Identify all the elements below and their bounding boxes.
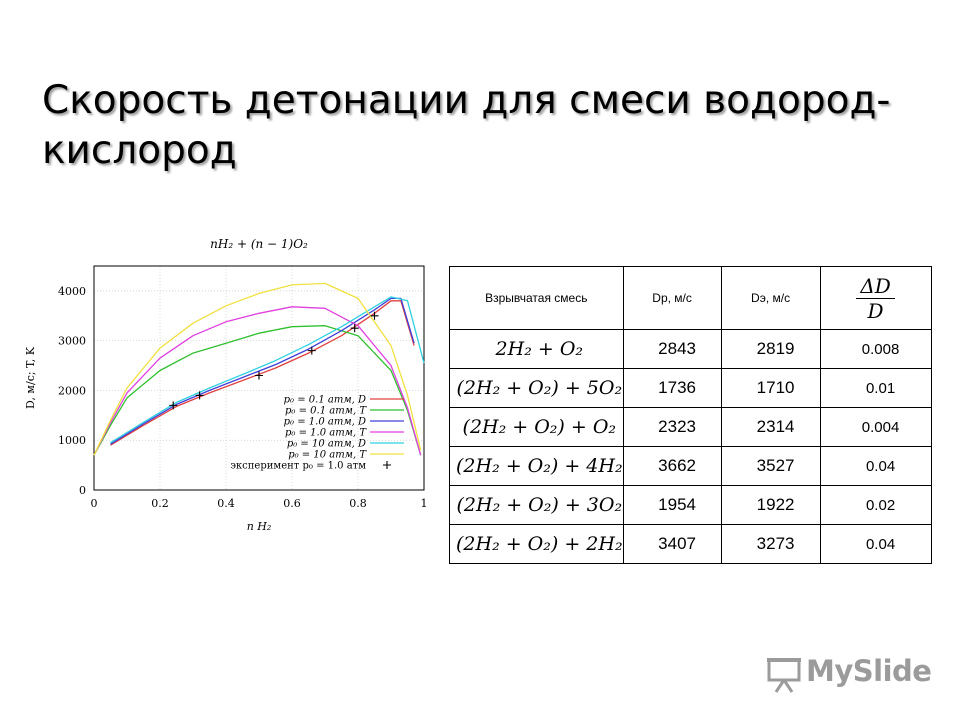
- de-cell: 3273: [721, 525, 820, 564]
- legend-swatch: [383, 461, 391, 469]
- table-row: [450, 525, 932, 564]
- table-row: [450, 447, 932, 486]
- ratio-fraction: [856, 274, 894, 323]
- de-cell: 1710: [721, 369, 820, 408]
- ratio-cell: 0.004: [820, 408, 931, 447]
- dr-cell: 2843: [623, 330, 721, 369]
- dr-cell: 1954: [623, 486, 721, 525]
- mixture-cell: (2H₂ + O₂) + 5O₂: [450, 369, 624, 408]
- header-de: Dэ, м/с: [721, 267, 820, 330]
- series-line: [94, 326, 421, 456]
- detonation-table: [449, 266, 932, 564]
- legend-label: эксперимент p₀ = 1.0 атм: [230, 460, 366, 472]
- logo-text: MySlide: [806, 654, 932, 688]
- dr-cell: 3662: [623, 447, 721, 486]
- table-row: [450, 330, 932, 369]
- ratio-cell: 0.02: [820, 486, 931, 525]
- table-row: [450, 408, 932, 447]
- slide-title: Скорость детонации для смеси водород-кислород: [42, 78, 891, 173]
- x-tick-label: 0.8: [349, 497, 367, 510]
- de-cell: 3527: [721, 447, 820, 486]
- legend-label: p₀ = 0.1 атм, T: [285, 405, 366, 417]
- detonation-chart: [18, 228, 428, 538]
- chart-title: nH₂ + (n − 1)O₂: [210, 237, 308, 251]
- mixture-cell: (2H₂ + O₂) + O₂: [450, 408, 624, 447]
- dr-cell: 1736: [623, 369, 721, 408]
- mixture-cell: (2H₂ + O₂) + 3O₂: [450, 486, 624, 525]
- mixture-cell: 2H₂ + O₂: [450, 330, 624, 369]
- y-tick-label: 1000: [58, 434, 86, 448]
- x-tick-label: 0.4: [217, 497, 235, 510]
- dr-cell: 3407: [623, 525, 721, 564]
- x-axis-label: n H₂: [246, 520, 272, 533]
- ratio-cell: 0.01: [820, 369, 931, 408]
- header-mixture: Взрывчатая смесь: [450, 267, 624, 330]
- ratio-cell: 0.04: [820, 447, 931, 486]
- series-line: [111, 298, 415, 444]
- ratio-cell: 0.04: [820, 525, 931, 564]
- y-tick-label: 3000: [58, 334, 86, 348]
- x-tick-label: 0: [90, 497, 98, 510]
- de-cell: 2314: [721, 408, 820, 447]
- y-axis-label: D, м/с; T, K: [24, 347, 37, 409]
- ratio-numerator: ΔD: [856, 274, 894, 299]
- table-row: [450, 369, 932, 408]
- x-tick-label: 0.2: [151, 497, 169, 510]
- de-cell: 1922: [721, 486, 820, 525]
- mixture-cell: (2H₂ + O₂) + 2H₂: [450, 525, 624, 564]
- table-row: [450, 486, 932, 525]
- x-tick-label: 0.6: [283, 497, 301, 510]
- de-cell: 2819: [721, 330, 820, 369]
- mixture-cell: (2H₂ + O₂) + 4H₂: [450, 447, 624, 486]
- projector-screen-icon: [766, 654, 806, 694]
- dr-cell: 2323: [623, 408, 721, 447]
- table-header-row: [450, 267, 932, 330]
- legend-label: p₀ = 10 атм, T: [288, 449, 366, 461]
- series-line: [94, 307, 421, 455]
- ratio-cell: 0.008: [820, 330, 931, 369]
- x-tick-label: 1: [420, 497, 428, 510]
- header-ratio: [820, 267, 931, 330]
- header-dr: Dр, м/с: [623, 267, 721, 330]
- legend-label: p₀ = 10 атм, D: [286, 438, 366, 450]
- legend-label: p₀ = 0.1 атм, D: [283, 394, 366, 406]
- ratio-denominator: D: [867, 298, 884, 323]
- legend-label: p₀ = 1.0 атм, D: [283, 416, 366, 428]
- legend-label: p₀ = 1.0 атм, T: [285, 427, 366, 439]
- y-tick-label: 0: [79, 484, 86, 497]
- y-tick-label: 2000: [58, 384, 86, 398]
- y-tick-label: 4000: [58, 284, 86, 298]
